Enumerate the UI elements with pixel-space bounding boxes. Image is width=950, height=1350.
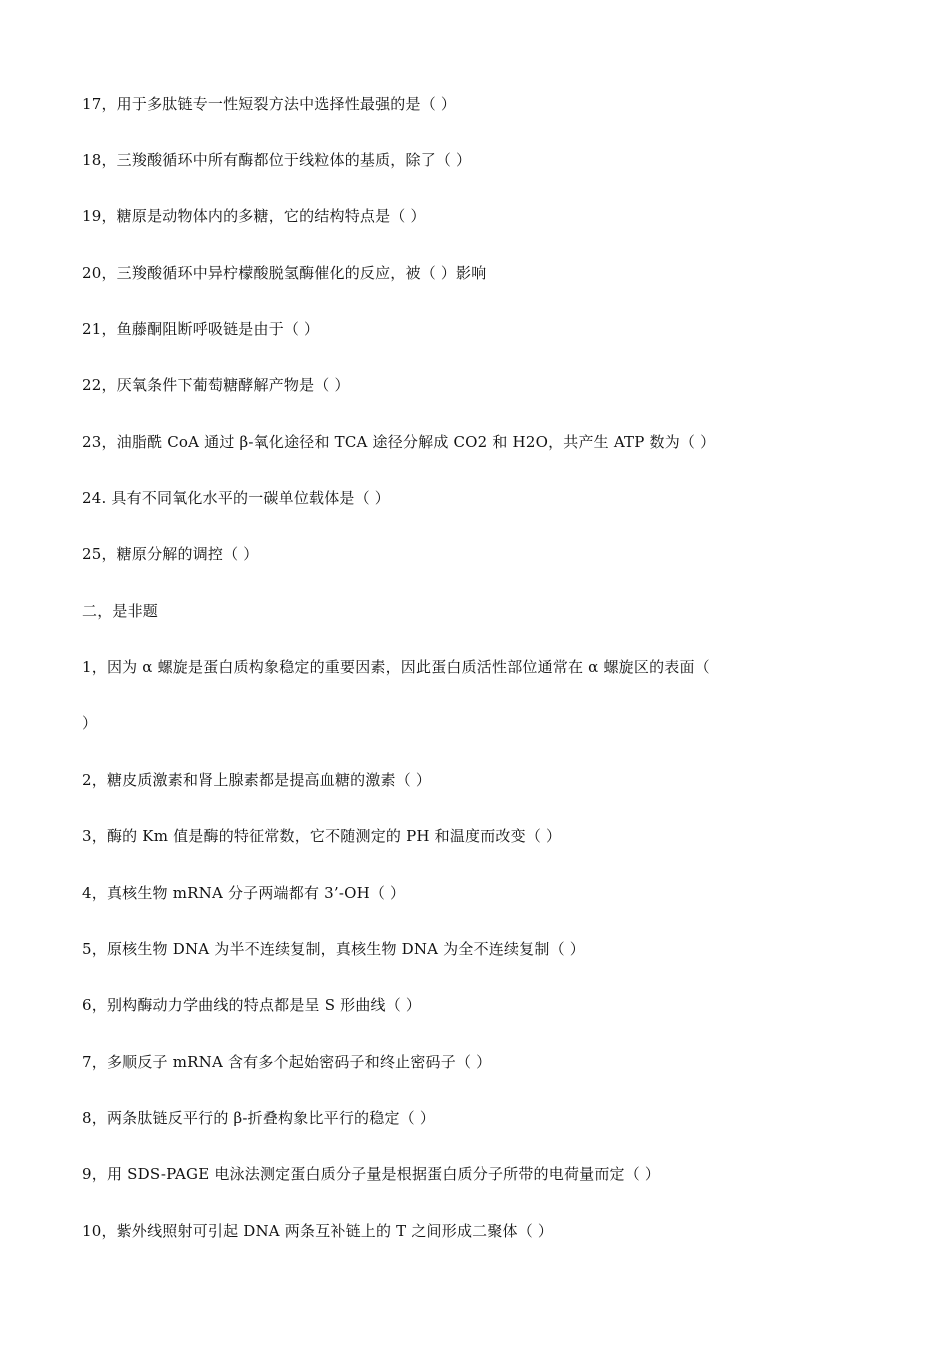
tf-question-9: 9，用 SDS-PAGE 电泳法测定蛋白质分子量是根据蛋白质分子所带的电荷量而定（ ）	[82, 1165, 661, 1183]
tf-question-2: 2，糖皮质激素和肾上腺素都是提高血糖的激素（ ）	[82, 771, 432, 789]
tf-question-7: 7，多顺反子 mRNA 含有多个起始密码子和终止密码子（ ）	[82, 1053, 492, 1071]
tf-question-5: 5，原核生物 DNA 为半不连续复制，真核生物 DNA 为全不连续复制（ ）	[82, 940, 585, 958]
section-heading-true-false: 二，是非题	[82, 602, 159, 620]
tf-question-3: 3，酶的 Km 值是酶的特征常数，它不随测定的 PH 和温度而改变（ ）	[82, 827, 562, 845]
tf-question-8: 8，两条肽链反平行的 β-折叠构象比平行的稳定（ ）	[82, 1109, 436, 1127]
question-25: 25，糖原分解的调控（ ）	[82, 545, 259, 563]
question-22: 22，厌氧条件下葡萄糖酵解产物是（ ）	[82, 376, 350, 394]
question-17: 17，用于多肽链专一性短裂方法中选择性最强的是（ ）	[82, 95, 457, 113]
question-19: 19，糖原是动物体内的多糖，它的结构特点是（ ）	[82, 207, 426, 225]
question-20: 20，三羧酸循环中异柠檬酸脱氢酶催化的反应，被（ ）影响	[82, 264, 487, 282]
question-18: 18，三羧酸循环中所有酶都位于线粒体的基质，除了（ ）	[82, 151, 472, 169]
tf-question-6: 6，别构酶动力学曲线的特点都是呈 S 形曲线（ ）	[82, 996, 422, 1014]
tf-question-1-continuation: ）	[82, 714, 98, 732]
question-24: 24. 具有不同氧化水平的一碳单位载体是（ ）	[82, 489, 390, 507]
tf-question-1: 1，因为 α 螺旋是蛋白质构象稳定的重要因素，因此蛋白质活性部位通常在 α 螺旋区的表面（	[82, 658, 710, 676]
tf-question-10: 10，紫外线照射可引起 DNA 两条互补链上的 T 之间形成二聚体（ ）	[82, 1222, 554, 1240]
question-23: 23，油脂酰 CoA 通过 β-氧化途径和 TCA 途径分解成 CO2 和 H2O，共产生 ATP 数为（ ）	[82, 433, 716, 451]
tf-question-4: 4，真核生物 mRNA 分子两端都有 3’-OH（ ）	[82, 884, 406, 902]
question-21: 21，鱼藤酮阻断呼吸链是由于（ ）	[82, 320, 320, 338]
